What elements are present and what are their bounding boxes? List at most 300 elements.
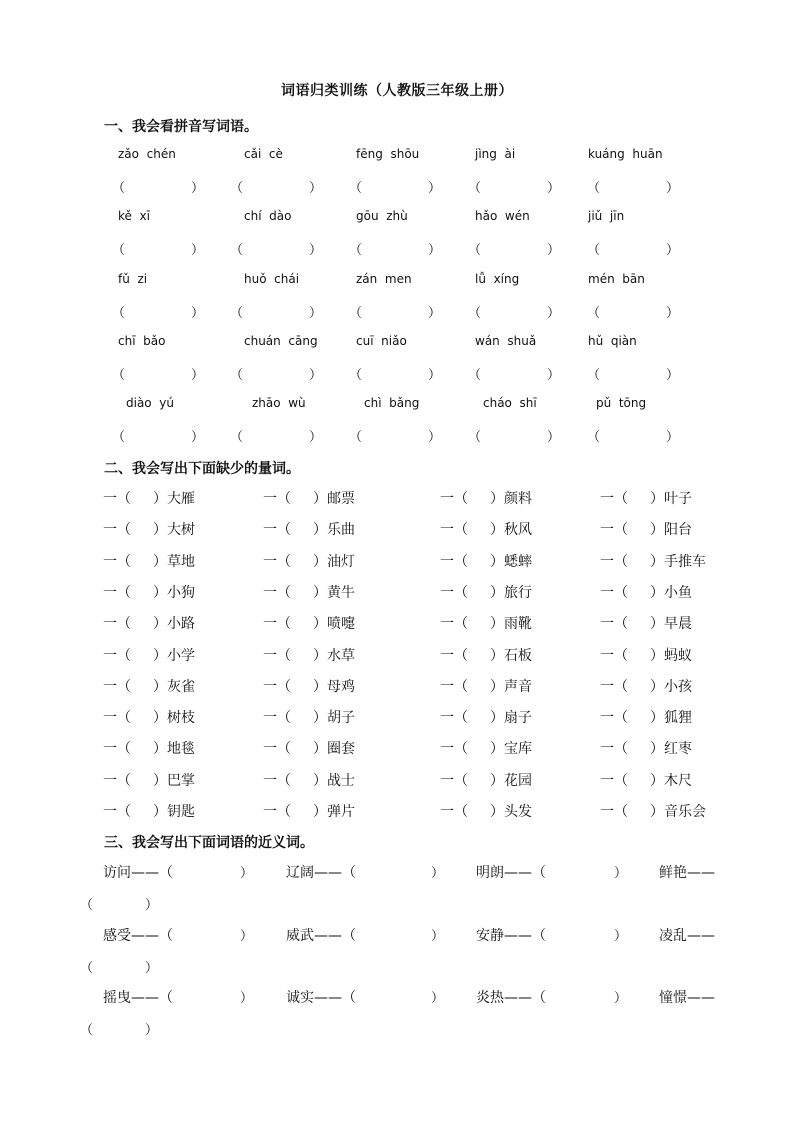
noun-word: 母鸡 [327,679,355,695]
close-paren: ） [153,741,167,757]
noun-word: 树枝 [167,710,195,726]
open-paren-wrapped[interactable]: （ [80,898,94,913]
pinyin-text: hǎo wén [475,209,530,223]
yi-open-paren: 一（ [103,648,131,664]
noun-word: 地毯 [167,741,195,757]
close-paren: ） [190,430,204,445]
noun-word: 蚂蚁 [664,648,692,664]
measure-word-item[interactable] [263,676,355,696]
close-paren: ） [650,522,664,538]
noun-word: 宝库 [504,741,532,757]
noun-word: 早晨 [664,616,692,632]
noun-word: 弹片 [327,804,355,820]
synonym-prompt [286,862,356,882]
prompt-word: 安静 [476,928,504,944]
pinyin-text: zhāo wù [252,396,306,410]
noun-word: 石板 [504,648,532,664]
open-paren-wrapped[interactable]: （ [80,1023,94,1038]
close-paren: ） [153,491,167,507]
noun-word: 大雁 [167,491,195,507]
measure-word-item[interactable] [263,645,355,665]
yi-open-paren: 一（ [103,710,131,726]
noun-word: 乐曲 [327,522,355,538]
close-paren: ） [546,430,560,445]
measure-word-item[interactable] [440,801,532,821]
close-paren: ） [490,522,504,538]
prompt-word: 威武 [286,928,314,944]
close-paren: ） [313,585,327,601]
noun-word: 灰雀 [167,679,195,695]
open-paren: （ [587,181,601,196]
measure-word-row [0,488,794,510]
close-paren: ） [650,679,664,695]
yi-open-paren: 一（ [600,741,628,757]
yi-open-paren: 一（ [263,522,291,538]
yi-open-paren: 一（ [600,616,628,632]
close-paren: ） [546,306,560,321]
measure-word-item[interactable] [600,707,692,727]
close-paren: ） [665,243,679,258]
close-paren: ） [313,710,327,726]
prompt-word: 感受 [103,928,131,944]
close-paren: ） [490,710,504,726]
measure-word-row [0,770,794,792]
yi-open-paren: 一（ [263,741,291,757]
measure-word-item[interactable] [103,676,195,696]
noun-word: 小路 [167,616,195,632]
measure-word-item[interactable] [440,519,532,539]
close-paren: ） [145,961,159,976]
pinyin-text: wán shuǎ [475,334,537,348]
close-paren: ） [313,741,327,757]
noun-word: 蟋蟀 [504,554,532,570]
open-paren: （ [468,181,482,196]
yi-open-paren: 一（ [103,679,131,695]
synonym-prompt [103,862,173,882]
measure-word-item[interactable] [440,770,532,790]
close-paren: ） [313,773,327,789]
pinyin-text: gōu zhù [356,209,408,223]
close-paren: ） [546,368,560,383]
yi-open-paren: 一（ [600,585,628,601]
yi-open-paren: 一（ [600,648,628,664]
close-paren: ） [665,430,679,445]
close-paren: ） [427,430,441,445]
measure-word-item[interactable] [440,676,532,696]
noun-word: 红枣 [664,741,692,757]
pinyin-text: hǔ qiàn [588,334,637,348]
open-paren: （ [112,368,126,383]
answer-blank-row [0,364,794,384]
measure-word-row [0,582,794,604]
close-paren: ） [490,491,504,507]
close-paren: ） [665,306,679,321]
pinyin-text: cuī niǎo [356,334,407,348]
noun-word: 大树 [167,522,195,538]
synonym-prompt [103,987,173,1007]
dash-open-paren: ——（ [504,865,546,881]
yi-open-paren: 一（ [440,804,468,820]
yi-open-paren: 一（ [103,741,131,757]
open-paren: （ [587,306,601,321]
pinyin-text: kuáng huān [588,147,663,161]
dash-open-paren: ——（ [314,928,356,944]
noun-word: 草地 [167,554,195,570]
measure-word-item[interactable] [103,519,195,539]
close-paren: ） [650,554,664,570]
measure-word-item[interactable] [263,770,355,790]
noun-word: 小狗 [167,585,195,601]
pinyin-text: chī bǎo [118,334,166,348]
close-paren: ） [153,710,167,726]
close-paren: ） [490,741,504,757]
close-paren: ） [546,243,560,258]
section3-heading: 三、我会写出下面词语的近义词。 [104,835,314,851]
pinyin-text: pǔ tōng [596,396,647,410]
measure-word-item[interactable] [440,551,532,571]
dash-open-paren: ——（ [504,990,546,1006]
measure-word-item[interactable] [263,707,355,727]
pinyin-text: zǎo chén [118,147,176,161]
synonym-prompt [103,925,173,945]
measure-word-item[interactable] [263,519,355,539]
measure-word-row [0,645,794,667]
close-paren: ） [313,616,327,632]
measure-word-item[interactable] [440,488,532,508]
open-paren-wrapped[interactable]: （ [80,961,94,976]
close-paren[interactable]: ） [240,929,254,944]
close-paren: ） [313,648,327,664]
pinyin-text: chuán cāng [244,334,318,348]
open-paren: （ [230,243,244,258]
yi-open-paren: 一（ [103,804,131,820]
measure-word-item[interactable] [600,582,692,602]
measure-word-item[interactable] [600,519,692,539]
yi-open-paren: 一（ [440,616,468,632]
close-paren: ） [153,679,167,695]
answer-blank-row [0,239,794,259]
measure-word-item[interactable] [440,582,532,602]
measure-word-item[interactable] [600,676,692,696]
noun-word: 钥匙 [167,804,195,820]
yi-open-paren: 一（ [263,616,291,632]
close-paren: ） [308,368,322,383]
measure-word-item[interactable] [103,551,195,571]
prompt-word: 访问 [103,865,131,881]
measure-word-row [0,738,794,760]
measure-word-row [0,676,794,698]
synonym-prompt [476,862,546,882]
measure-word-item[interactable] [103,613,195,633]
noun-word: 木尺 [664,773,692,789]
open-paren: （ [230,368,244,383]
open-paren: （ [349,181,363,196]
open-paren: （ [468,243,482,258]
close-paren[interactable]: ） [614,991,628,1006]
noun-word: 油灯 [327,554,355,570]
close-paren[interactable]: ） [431,991,445,1006]
close-paren: ） [145,1023,159,1038]
noun-word: 圈套 [327,741,355,757]
noun-word: 秋风 [504,522,532,538]
measure-word-item[interactable] [440,613,532,633]
open-paren: （ [468,368,482,383]
close-paren: ） [490,679,504,695]
yi-open-paren: 一（ [103,522,131,538]
noun-word: 头发 [504,804,532,820]
measure-word-item[interactable] [600,738,692,758]
noun-word: 花园 [504,773,532,789]
yi-open-paren: 一（ [600,773,628,789]
pinyin-row [0,147,794,167]
measure-word-item[interactable] [600,645,692,665]
measure-word-item[interactable] [600,551,706,571]
open-paren: （ [468,306,482,321]
yi-open-paren: 一（ [600,491,628,507]
noun-word: 胡子 [327,710,355,726]
synonym-prompt [659,862,715,882]
yi-open-paren: 一（ [103,773,131,789]
close-paren: ） [650,616,664,632]
close-paren: ） [650,710,664,726]
yi-open-paren: 一（ [263,710,291,726]
close-paren: ） [490,804,504,820]
pinyin-text: cháo shī [483,396,537,410]
yi-open-paren: 一（ [263,491,291,507]
measure-word-item[interactable] [103,488,195,508]
measure-word-item[interactable] [103,738,195,758]
dash-open-paren: ——（ [314,865,356,881]
prompt-word: 明朗 [476,865,504,881]
measure-word-item[interactable] [103,707,195,727]
pinyin-text: mén bān [588,272,645,286]
measure-word-item[interactable] [600,770,692,790]
close-paren: ） [153,554,167,570]
synonym-prompt [659,987,715,1007]
measure-word-item[interactable] [263,738,355,758]
yi-open-paren: 一（ [440,585,468,601]
pinyin-text: cǎi cè [244,147,283,161]
close-paren[interactable]: ） [614,866,628,881]
answer-blank-row [0,426,794,446]
yi-open-paren: 一（ [440,679,468,695]
close-paren: ） [427,243,441,258]
close-paren[interactable]: ） [431,866,445,881]
open-paren: （ [349,306,363,321]
yi-open-paren: 一（ [263,679,291,695]
close-paren: ） [490,616,504,632]
synonym-prompt [286,925,356,945]
dash-open-paren: —— [687,865,715,881]
close-paren: ） [490,773,504,789]
pinyin-text: zán men [356,272,412,286]
answer-blank-row [0,302,794,322]
measure-word-item[interactable] [263,488,355,508]
pinyin-row [0,396,794,416]
yi-open-paren: 一（ [440,522,468,538]
pinyin-text: kě xī [118,209,150,223]
synonym-prompt [659,925,715,945]
yi-open-paren: 一（ [440,648,468,664]
close-paren[interactable]: ） [431,929,445,944]
yi-open-paren: 一（ [440,773,468,789]
close-paren: ） [153,616,167,632]
measure-word-item[interactable] [263,613,355,633]
measure-word-item[interactable] [600,801,706,821]
pinyin-text: lǚ xíng [475,272,520,286]
dash-open-paren: —— [687,928,715,944]
noun-word: 狐狸 [664,710,692,726]
noun-word: 战士 [327,773,355,789]
prompt-word: 凌乱 [659,928,687,944]
open-paren: （ [587,243,601,258]
measure-word-item[interactable] [440,645,532,665]
measure-word-item[interactable] [600,613,692,633]
close-paren: ） [153,648,167,664]
page-title: 词语归类训练（人教版三年级上册） [281,83,513,99]
noun-word: 小孩 [664,679,692,695]
yi-open-paren: 一（ [103,585,131,601]
dash-open-paren: ——（ [314,990,356,1006]
yi-open-paren: 一（ [263,554,291,570]
dash-open-paren: —— [687,990,715,1006]
close-paren: ） [190,243,204,258]
open-paren: （ [587,430,601,445]
measure-word-item[interactable] [103,770,195,790]
yi-open-paren: 一（ [103,491,131,507]
close-paren: ） [427,306,441,321]
close-paren: ） [153,773,167,789]
close-paren[interactable]: ） [240,991,254,1006]
yi-open-paren: 一（ [600,522,628,538]
yi-open-paren: 一（ [263,648,291,664]
measure-word-item[interactable] [103,801,195,821]
dash-open-paren: ——（ [504,928,546,944]
prompt-word: 辽阔 [286,865,314,881]
measure-word-item[interactable] [103,645,195,665]
prompt-word: 摇曳 [103,990,131,1006]
measure-word-row [0,613,794,635]
measure-word-item[interactable] [440,707,532,727]
measure-word-item[interactable] [440,738,532,758]
section2-heading: 二、我会写出下面缺少的量词。 [104,461,300,477]
measure-word-item[interactable] [600,488,692,508]
noun-word: 小鱼 [664,585,692,601]
open-paren: （ [230,306,244,321]
measure-word-row [0,707,794,729]
noun-word: 喷嚏 [327,616,355,632]
close-paren[interactable]: ） [240,866,254,881]
measure-word-row [0,551,794,573]
close-paren: ） [665,181,679,196]
dash-open-paren: ——（ [131,865,173,881]
close-paren: ） [650,804,664,820]
prompt-word: 鲜艳 [659,865,687,881]
close-paren: ） [313,522,327,538]
close-paren: ） [313,679,327,695]
synonym-prompt [286,987,356,1007]
synonym-prompt [476,987,546,1007]
noun-word: 手推车 [664,554,706,570]
yi-open-paren: 一（ [103,554,131,570]
close-paren: ） [490,585,504,601]
noun-word: 声音 [504,679,532,695]
yi-open-paren: 一（ [440,710,468,726]
close-paren[interactable]: ） [614,929,628,944]
noun-word: 巴掌 [167,773,195,789]
close-paren: ） [490,554,504,570]
close-paren: ） [427,368,441,383]
close-paren: ） [490,648,504,664]
close-paren: ） [427,181,441,196]
close-paren: ） [145,898,159,913]
prompt-word: 憧憬 [659,990,687,1006]
close-paren: ） [308,243,322,258]
prompt-word: 炎热 [476,990,504,1006]
close-paren: ） [308,181,322,196]
measure-word-item[interactable] [103,582,195,602]
close-paren: ） [308,430,322,445]
measure-word-item[interactable] [263,582,355,602]
open-paren: （ [112,430,126,445]
noun-word: 音乐会 [664,804,706,820]
open-paren: （ [349,430,363,445]
close-paren: ） [308,306,322,321]
open-paren: （ [112,306,126,321]
pinyin-text: chì bǎng [364,396,420,410]
noun-word: 扇子 [504,710,532,726]
close-paren: ） [153,585,167,601]
yi-open-paren: 一（ [440,554,468,570]
close-paren: ） [190,368,204,383]
pinyin-text: diào yú [126,396,174,410]
noun-word: 旅行 [504,585,532,601]
close-paren: ） [650,491,664,507]
yi-open-paren: 一（ [600,710,628,726]
noun-word: 黄牛 [327,585,355,601]
close-paren: ） [650,773,664,789]
yi-open-paren: 一（ [263,773,291,789]
open-paren: （ [112,243,126,258]
close-paren: ） [313,554,327,570]
noun-word: 叶子 [664,491,692,507]
synonym-prompt [476,925,546,945]
measure-word-row [0,519,794,541]
pinyin-text: fǔ zi [118,272,148,286]
answer-blank-row [0,177,794,197]
noun-word: 小学 [167,648,195,664]
dash-open-paren: ——（ [131,990,173,1006]
yi-open-paren: 一（ [263,804,291,820]
measure-word-item[interactable] [263,551,355,571]
noun-word: 阳台 [664,522,692,538]
noun-word: 水草 [327,648,355,664]
open-paren: （ [349,368,363,383]
dash-open-paren: ——（ [131,928,173,944]
pinyin-text: jiǔ jīn [588,209,625,223]
noun-word: 颜料 [504,491,532,507]
close-paren: ） [650,648,664,664]
open-paren: （ [468,430,482,445]
measure-word-item[interactable] [263,801,355,821]
close-paren: ） [153,522,167,538]
close-paren: ） [665,368,679,383]
open-paren: （ [230,430,244,445]
noun-word: 雨靴 [504,616,532,632]
pinyin-text: jìng ài [475,147,516,161]
close-paren: ） [153,804,167,820]
yi-open-paren: 一（ [440,741,468,757]
